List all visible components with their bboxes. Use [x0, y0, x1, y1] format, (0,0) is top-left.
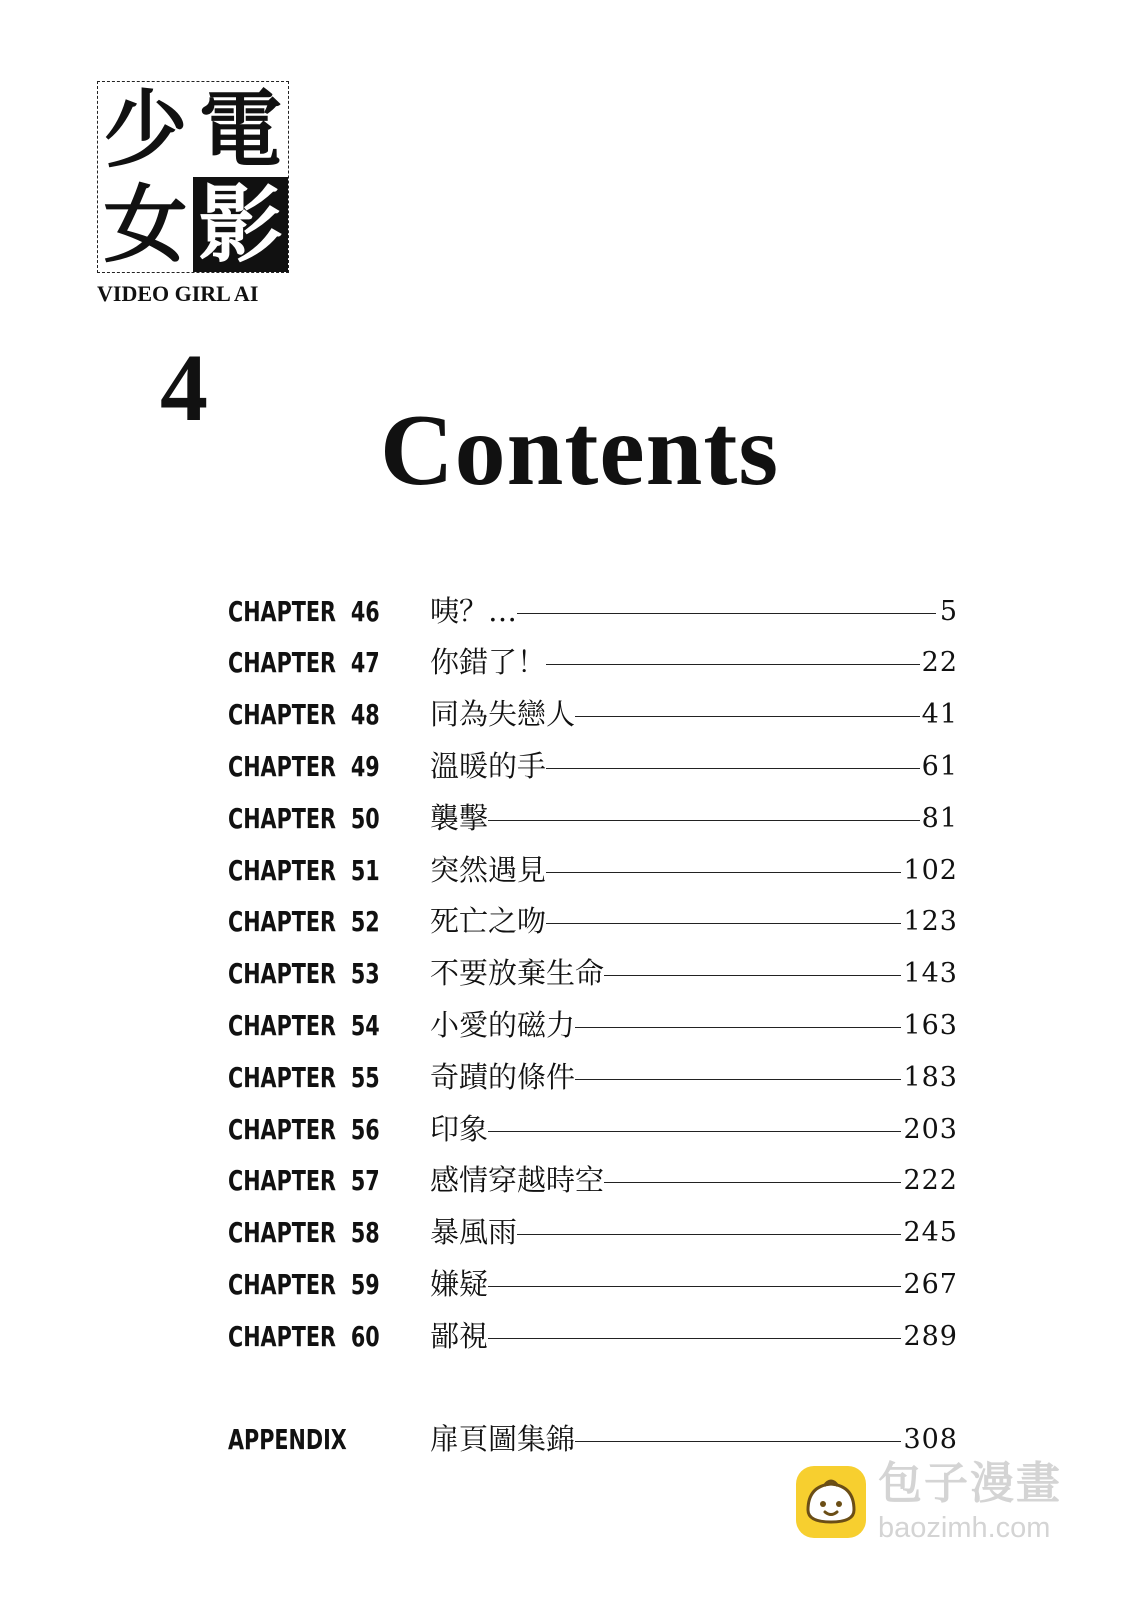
toc-row — [228, 848, 958, 892]
chapter-title: 突然遇見 — [430, 852, 547, 887]
chapter-number: 46 — [350, 594, 380, 628]
chapter-word: CHAPTER — [228, 801, 337, 835]
chapter-number: 54 — [350, 1008, 380, 1042]
chapter-number: 50 — [350, 801, 380, 835]
leader-line — [604, 975, 901, 976]
leader-line — [575, 1441, 901, 1442]
page-number: 183 — [903, 1061, 958, 1093]
page-number: 5 — [939, 595, 958, 627]
leader-line — [575, 1027, 901, 1028]
chapter-number: 51 — [350, 853, 380, 887]
chapter-word: CHAPTER — [228, 698, 337, 732]
chapter-word: CHAPTER — [228, 1008, 337, 1042]
watermark-title: 包子漫畫 — [878, 1458, 1062, 1509]
chapter-title: 印象 — [430, 1111, 489, 1146]
leader-line — [546, 664, 920, 665]
logo-char-2: 電 — [198, 82, 283, 177]
appendix-label-text: APPENDIX — [228, 1422, 347, 1456]
toc-row — [228, 1055, 958, 1099]
chapter-title: 暴風雨 — [430, 1215, 518, 1250]
chapter-title: 溫暖的手 — [430, 748, 547, 783]
chapter-number: 59 — [350, 1267, 380, 1301]
logo-char-1: 少 — [103, 82, 188, 177]
page-number: 289 — [903, 1320, 958, 1352]
toc-row — [228, 693, 958, 737]
chapter-label — [228, 1060, 380, 1094]
page-heading: Contents — [380, 394, 780, 507]
chapter-title: 感情穿越時空 — [430, 1163, 605, 1198]
chapter-word: CHAPTER — [228, 1164, 337, 1198]
chapter-word: CHAPTER — [228, 1267, 337, 1301]
page-number: 222 — [903, 1165, 958, 1197]
leader-line — [575, 1079, 901, 1080]
chapter-label — [228, 1319, 380, 1353]
volume-number: 4 — [160, 334, 208, 441]
page-number: 102 — [903, 854, 958, 886]
leader-line — [488, 1286, 901, 1287]
chapter-word: CHAPTER — [228, 957, 337, 991]
logo-char-3: 女 — [103, 177, 188, 272]
chapter-word: CHAPTER — [228, 1112, 337, 1146]
chapter-word: CHAPTER — [228, 646, 337, 680]
chapter-number: 48 — [350, 698, 380, 732]
page-number: 41 — [921, 699, 958, 731]
chapter-word: CHAPTER — [228, 853, 337, 887]
chapter-number: 60 — [350, 1319, 380, 1353]
bun-logo-icon — [794, 1464, 868, 1540]
toc-row — [228, 1262, 958, 1306]
toc-row — [228, 589, 958, 633]
chapter-label — [228, 1216, 380, 1250]
page-number: 267 — [903, 1268, 958, 1300]
toc-row — [228, 641, 958, 685]
chapter-label — [228, 646, 380, 680]
toc-row — [228, 1314, 958, 1358]
chapter-number: 56 — [350, 1112, 380, 1146]
chapter-title: 扉頁圖集錦 — [430, 1421, 576, 1456]
watermark-url: baozimh.com — [878, 1512, 1051, 1544]
chapter-title: 你錯了！ — [430, 645, 547, 680]
chapter-label — [228, 853, 380, 887]
chapter-title: 鄙視 — [430, 1318, 489, 1353]
chapter-word: CHAPTER — [228, 1216, 337, 1250]
chapter-number: 55 — [350, 1060, 380, 1094]
site-watermark — [794, 1458, 1084, 1552]
chapter-word: CHAPTER — [228, 1060, 337, 1094]
appendix-label — [228, 1423, 377, 1456]
leader-line — [517, 613, 936, 614]
page-number: 123 — [903, 906, 958, 938]
toc-row — [228, 1107, 958, 1151]
chapter-number: 49 — [350, 749, 380, 783]
chapter-number: 52 — [350, 905, 380, 939]
page-number: 163 — [903, 1009, 958, 1041]
chapter-label — [228, 905, 380, 939]
page-number: 245 — [903, 1217, 958, 1249]
chapter-number: 57 — [350, 1164, 380, 1198]
chapter-title: 同為失戀人 — [430, 697, 576, 732]
chapter-label — [228, 1112, 380, 1146]
page-number: 203 — [903, 1113, 958, 1145]
leader-line — [488, 1338, 901, 1339]
chapter-label — [228, 1008, 380, 1042]
logo-char-4: 影 — [193, 177, 288, 272]
chapter-title: 小愛的磁力 — [430, 1007, 576, 1042]
toc-row — [228, 1159, 958, 1203]
leader-line — [517, 1234, 901, 1235]
toc-row — [228, 796, 958, 840]
leader-line — [488, 820, 920, 821]
chapter-label — [228, 1267, 380, 1301]
toc-row — [228, 1211, 958, 1255]
page-number: 22 — [921, 647, 958, 679]
chapter-title: 嫌疑 — [430, 1266, 489, 1301]
logo-caption: VIDEO GIRL AI — [97, 281, 259, 306]
leader-line — [546, 923, 901, 924]
leader-line — [546, 768, 920, 769]
chapter-number: 47 — [350, 646, 380, 680]
chapter-title: 不要放棄生命 — [430, 956, 605, 991]
chapter-number: 58 — [350, 1216, 380, 1250]
chapter-label — [228, 749, 380, 783]
leader-line — [575, 716, 920, 717]
chapter-number: 53 — [350, 957, 380, 991]
chapter-title: 咦？… — [430, 593, 518, 628]
series-logo — [97, 81, 289, 273]
toc-row — [228, 1003, 958, 1047]
chapter-title: 襲擊 — [430, 800, 489, 835]
page-number: 61 — [921, 750, 958, 782]
page-number: 81 — [921, 802, 958, 834]
chapter-label — [228, 801, 380, 835]
toc-row — [228, 900, 958, 944]
toc-appendix-row — [228, 1417, 958, 1461]
toc-row — [228, 952, 958, 996]
leader-line — [604, 1182, 901, 1183]
leader-line — [546, 872, 901, 873]
chapter-word: CHAPTER — [228, 749, 337, 783]
toc-row — [228, 744, 958, 788]
chapter-title: 死亡之吻 — [430, 904, 547, 939]
chapter-word: CHAPTER — [228, 1319, 337, 1353]
chapter-label — [228, 957, 380, 991]
chapter-title: 奇蹟的條件 — [430, 1059, 576, 1094]
page-number: 308 — [903, 1423, 958, 1455]
chapter-label — [228, 698, 380, 732]
leader-line — [488, 1131, 901, 1132]
chapter-label — [228, 1164, 380, 1198]
page-number: 143 — [903, 958, 958, 990]
chapter-word: CHAPTER — [228, 594, 337, 628]
chapter-word: CHAPTER — [228, 905, 337, 939]
chapter-label — [228, 594, 380, 628]
